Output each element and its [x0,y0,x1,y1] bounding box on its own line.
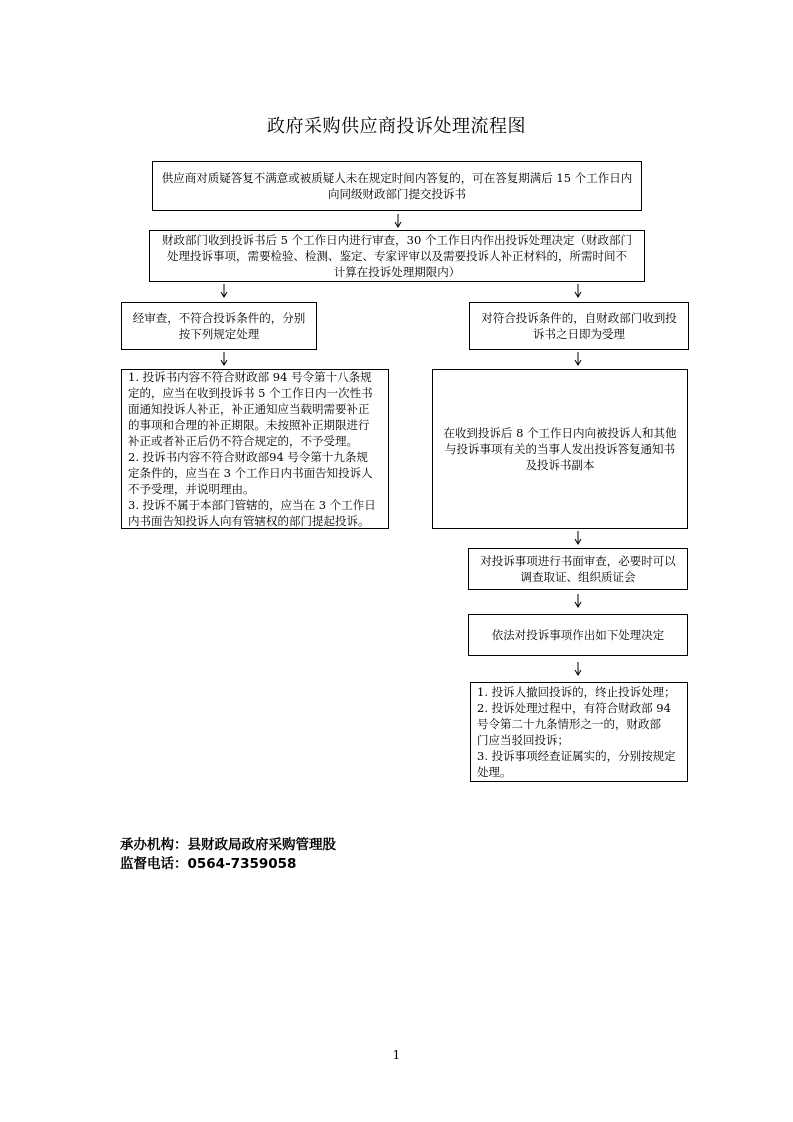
step-written-review-text: 对投诉事项进行书面审查，必要时可以 调查取证、组织质证会 [480,554,676,584]
step-accepted [469,302,689,350]
arrow-down-icon [573,531,583,545]
step-not-qualified [121,302,317,350]
step-submit-complaint-text: 供应商对质疑答复不满意或被质疑人未在规定时间内答复的，可在答复期满后 15 个工作日内 向同级财政部门提交投诉书 [161,171,633,201]
arrow-down-icon [573,662,583,676]
step-finance-review [149,230,645,282]
arrow-down-icon [219,284,229,298]
step-not-qualified-text: 经审查，不符合投诉条件的，分别 按下列规定处理 [132,311,306,341]
hotline-line: 监督电话：0564-7359058 [120,856,297,872]
step-decision-outcomes [470,682,688,782]
step-rejection-rules [121,369,389,529]
step-make-decision-text: 依法对投诉事项作出如下处理决定 [491,628,665,642]
step-submit-complaint [152,161,642,211]
step-send-notice [432,369,688,529]
organizer-line: 承办机构：县财政局政府采购管理股 [120,837,336,853]
page-number: 1 [392,1048,401,1062]
step-accepted-text: 对符合投诉条件的，自财政部门收到投 诉书之日即为受理 [481,311,677,341]
step-decision-outcomes-text: 1. 投诉人撤回投诉的，终止投诉处理； 2. 投诉处理过程中，有符合财政部 94 号令第二十九条情形之一的，财政部 门应当驳回投诉； 3. 投诉事项经查证属实的，分别按规定 处理。 [477,685,676,779]
step-written-review [468,548,688,590]
arrow-down-icon [573,594,583,608]
arrow-down-icon [573,284,583,298]
step-finance-review-text: 财政部门收到投诉书后 5 个工作日内进行审查，30 个工作日内作出投诉处理决定（财政部门 处理投诉事项，需要检验、检测、鉴定、专家评审以及需要投诉人补正材料的，所需时间不 计算在投诉处理期限内） [162,233,632,279]
step-make-decision [468,614,688,656]
step-rejection-rules-text: 1. 投诉书内容不符合财政部 94 号令第十八条规 定的，应当在收到投诉书 5 个工作日内一次性书 面通知投诉人补正，补正通知应当载明需要补正 的事项和合理的补正期限。未按照补正期限进行 补正或者补正后仍不符合规定的，不予受理。 2. 投诉书内容不符合财政部94 号令第十九条规 定条件的，应当在 3 个工作日内书面告知投诉人 不予受理，并说明理由。 3. 投诉不属于本部门管辖的，应当在 3 个工作日 内书面告知投诉人向有管辖权的部门提起投诉。 [128,370,376,528]
arrow-down-icon [573,352,583,366]
arrow-down-icon [393,214,403,228]
step-send-notice-text: 在收到投诉后 8 个工作日内向被投诉人和其他 与投诉事项有关的当事人发出投诉答复通知书 及投诉书副本 [443,426,677,472]
page-title: 政府采购供应商投诉处理流程图 [267,116,526,137]
arrow-down-icon [219,352,229,366]
